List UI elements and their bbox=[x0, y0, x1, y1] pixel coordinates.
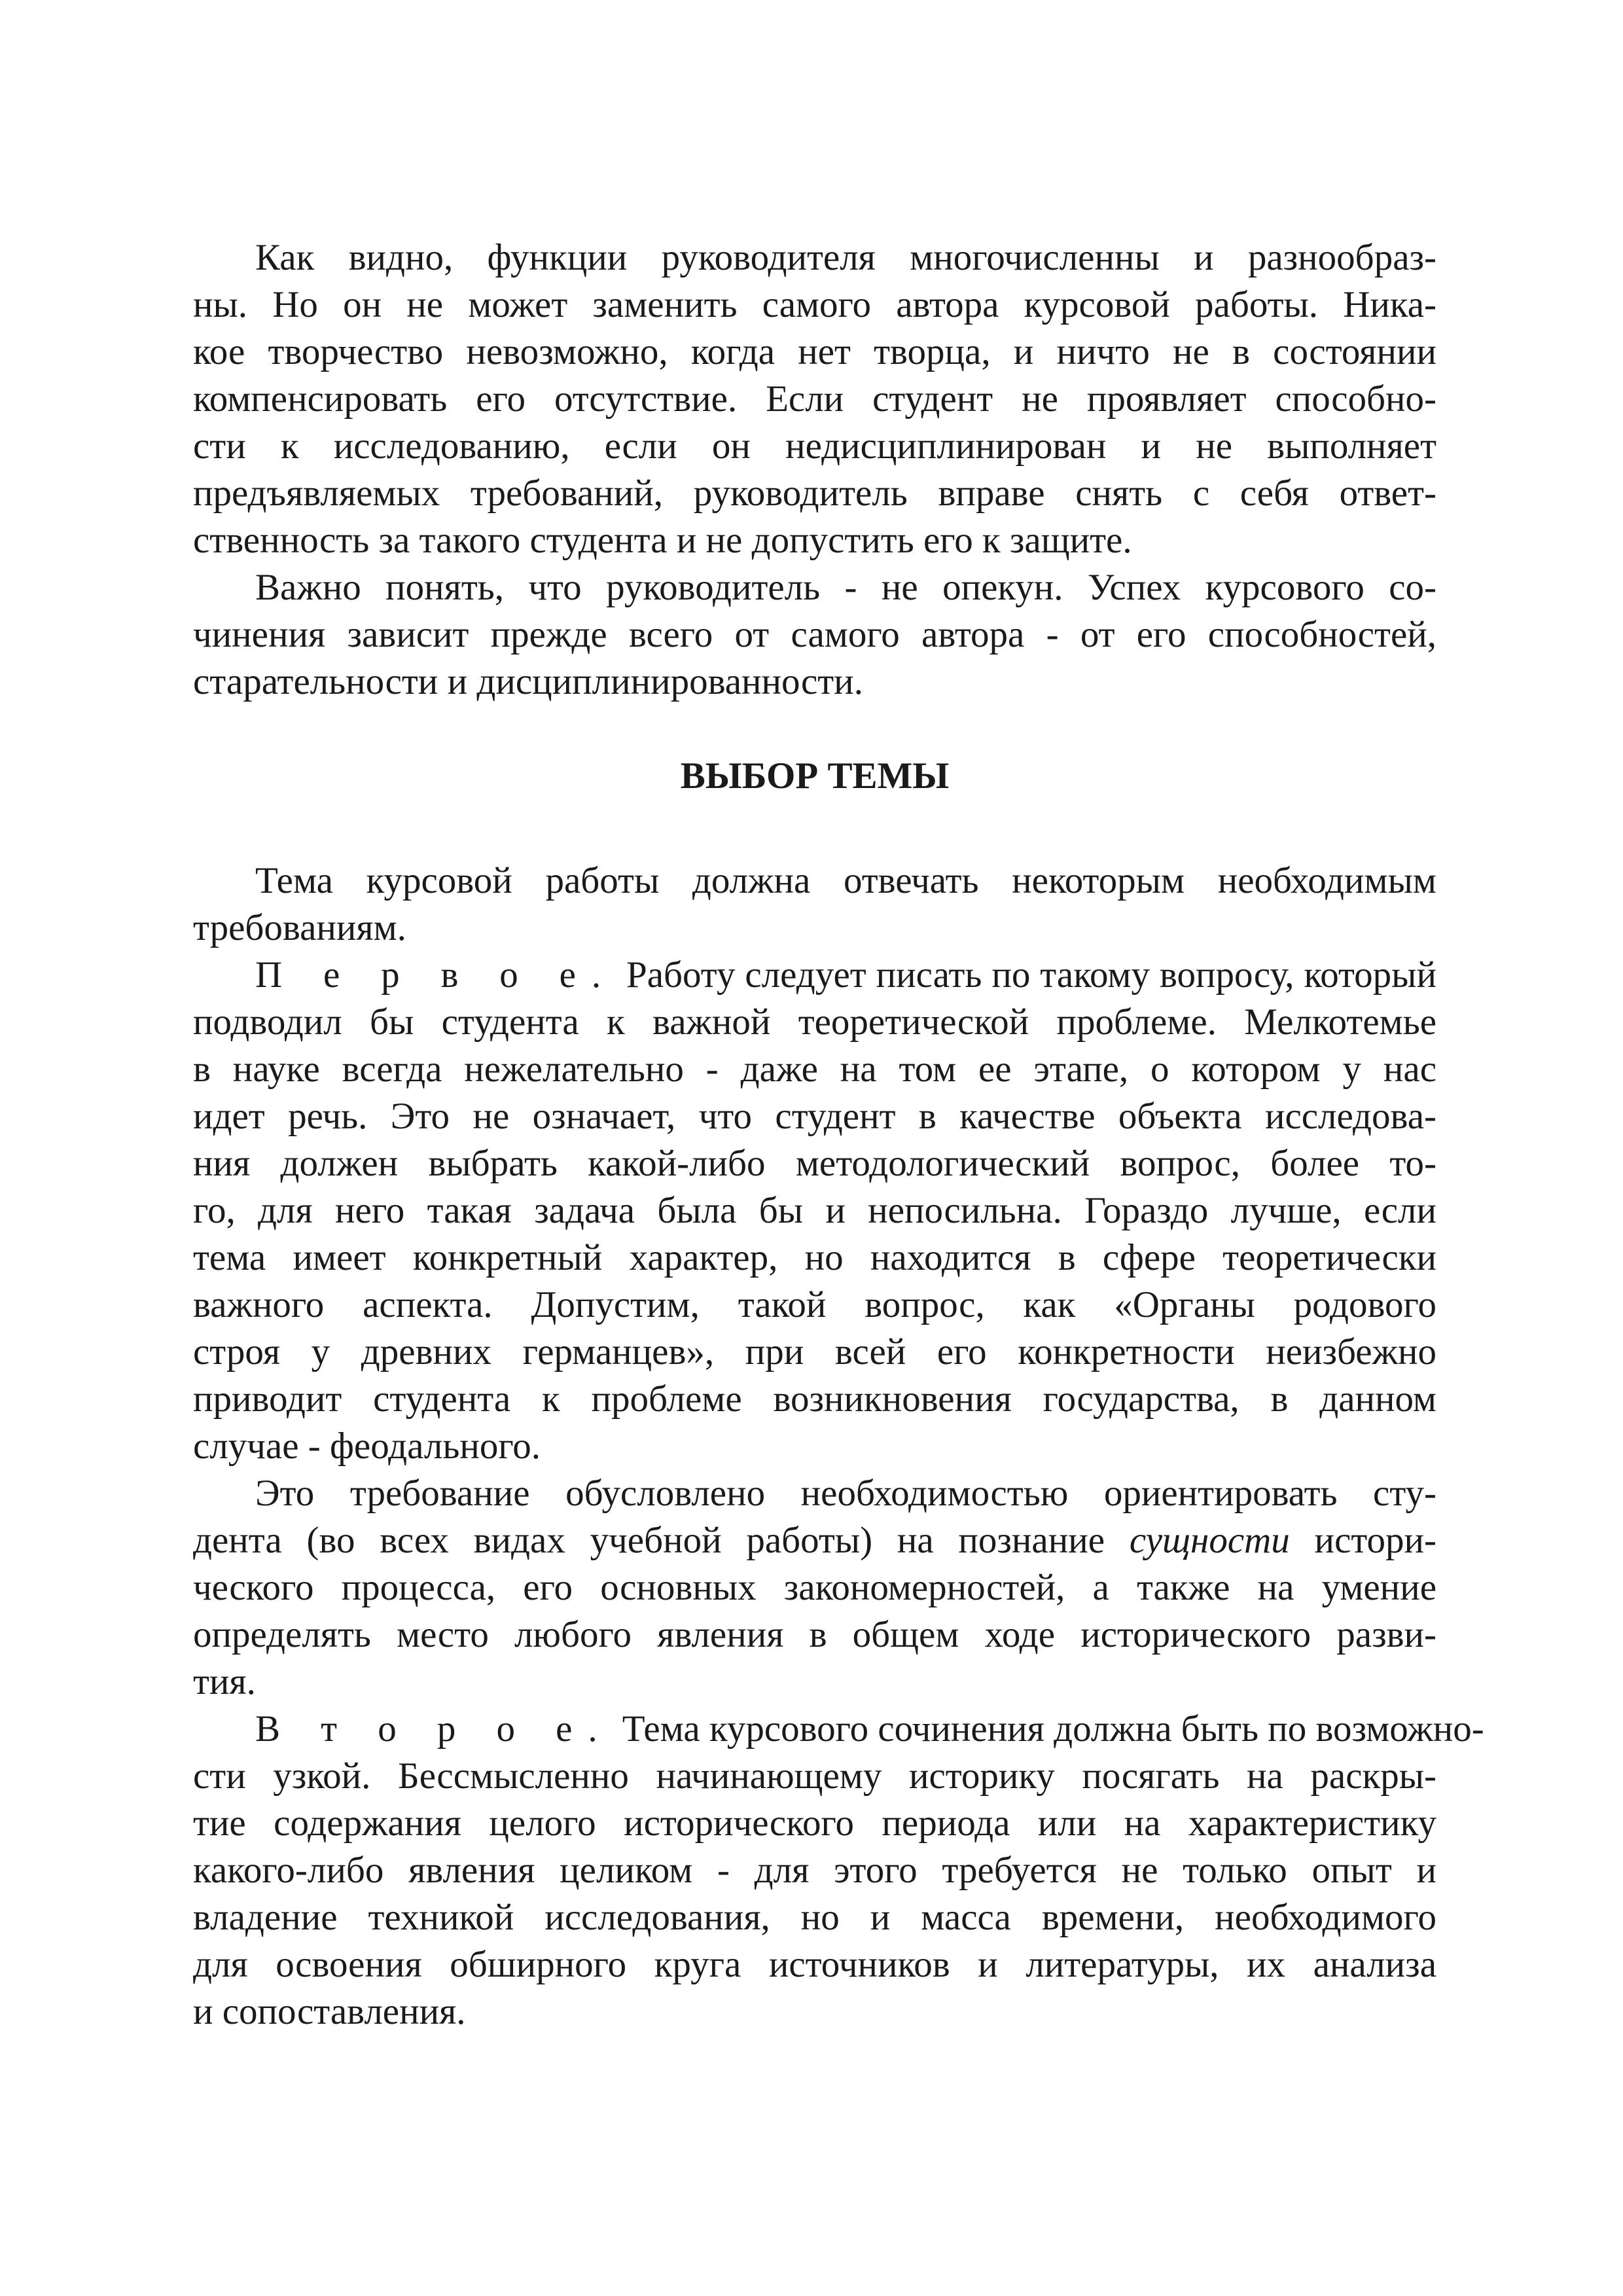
intro-text bbox=[193, 234, 1436, 706]
paragraph-line: подводил бы студента к важной теоретической проблеме. Мелкотемье bbox=[193, 1001, 1436, 1043]
paragraph-line: требованиям. bbox=[193, 907, 406, 948]
paragraph-line: Важно понять, что руководитель - не опекун. Успех курсового со- bbox=[255, 567, 1436, 608]
paragraph-line: строя у древних германцев», при всей его конкретности неизбежно bbox=[193, 1331, 1436, 1372]
paragraph-line: ческого процесса, его основных закономерностей, а также на умение bbox=[193, 1567, 1436, 1608]
line-part: истори- bbox=[1289, 1520, 1437, 1561]
lead-line-rest: Тема курсового сочинения должна быть по возможно- bbox=[613, 1708, 1484, 1749]
section-title: ВЫБОР ТЕМЫ bbox=[680, 755, 950, 797]
emphasized-word: сущности bbox=[1129, 1520, 1290, 1561]
spaced-lead-word: П е р в о е. bbox=[255, 954, 617, 996]
paragraph-line: ны. Но он не может заменить самого автора курсовой работы. Ника- bbox=[193, 284, 1436, 325]
paragraph-line: сти к исследованию, если он недисциплинирован и не выполняет bbox=[193, 425, 1436, 467]
paragraph-line: владение техникой исследования, но и масса времени, необходимого bbox=[193, 1897, 1436, 1938]
paragraph-line: ния должен выбрать какой-либо методологический вопрос, более то- bbox=[193, 1143, 1436, 1184]
paragraph-line: Тема курсовой работы должна отвечать некоторым необходимым bbox=[255, 860, 1436, 901]
paragraph-line: старательности и дисциплинированности. bbox=[193, 661, 863, 702]
paragraph-line: сти узкой. Бессмысленно начинающему историку посягать на раскры- bbox=[193, 1755, 1436, 1797]
paragraph-line: чинения зависит прежде всего от самого автора - от его способностей, bbox=[193, 614, 1436, 655]
paragraph-line: и сопоставления. bbox=[193, 1991, 466, 2032]
line-part: дента (во всех видах учебной работы) на познание bbox=[193, 1520, 1130, 1561]
paragraph-line: какого-либо явления целиком - для этого требуется не только опыт и bbox=[193, 1850, 1436, 1891]
paragraph-line: ственность за такого студента и не допустить его к защите. bbox=[193, 520, 1132, 561]
paragraph-line: тия. bbox=[193, 1661, 256, 1702]
paragraph-line: кое творчество невозможно, когда нет творца, и ничто не в состоянии bbox=[193, 331, 1436, 372]
paragraph-line: компенсировать его отсутствие. Если студент не проявляет способно- bbox=[193, 378, 1436, 420]
paragraph-line: идет речь. Это не означает, что студент в качестве объекта исследова- bbox=[193, 1096, 1436, 1137]
paragraph-line: Как видно, функции руководителя многочисленны и разнообраз- bbox=[255, 237, 1436, 278]
paragraph-line: приводит студента к проблеме возникновения государства, в данном bbox=[193, 1378, 1436, 1420]
spaced-lead-word: В т о р о е. bbox=[255, 1708, 613, 1749]
section-text bbox=[193, 857, 1484, 2036]
paragraph-line: в науке всегда нежелательно - даже на том ее этапе, о котором у нас bbox=[193, 1049, 1436, 1090]
paragraph-line bbox=[193, 952, 1436, 999]
paragraph-line: предъявляемых требований, руководитель вправе снять с себя ответ- bbox=[193, 473, 1436, 514]
paragraph-line: для освоения обширного круга источников и литературы, их анализа bbox=[193, 1944, 1436, 1985]
paragraph-line: Это требование обусловлено необходимостью ориентировать сту- bbox=[255, 1473, 1436, 1514]
paragraph-line: тие содержания целого исторического периода или на характеристику bbox=[193, 1803, 1436, 1844]
paragraph-line bbox=[193, 1517, 1436, 1564]
paragraph-line: тема имеет конкретный характер, но находится в сфере теоретически bbox=[193, 1237, 1436, 1278]
paragraph-line: важного аспекта. Допустим, такой вопрос, как «Органы родового bbox=[193, 1284, 1436, 1325]
paragraph-line: случае - феодального. bbox=[193, 1426, 541, 1467]
paragraph-line bbox=[193, 1706, 1484, 1753]
lead-line-rest: Работу следует писать по такому вопросу, который bbox=[616, 954, 1436, 996]
paragraph-line: определять место любого явления в общем ходе исторического разви- bbox=[193, 1614, 1436, 1655]
paragraph-line: го, для него такая задача была бы и непосильна. Гораздо лучше, если bbox=[193, 1190, 1436, 1231]
